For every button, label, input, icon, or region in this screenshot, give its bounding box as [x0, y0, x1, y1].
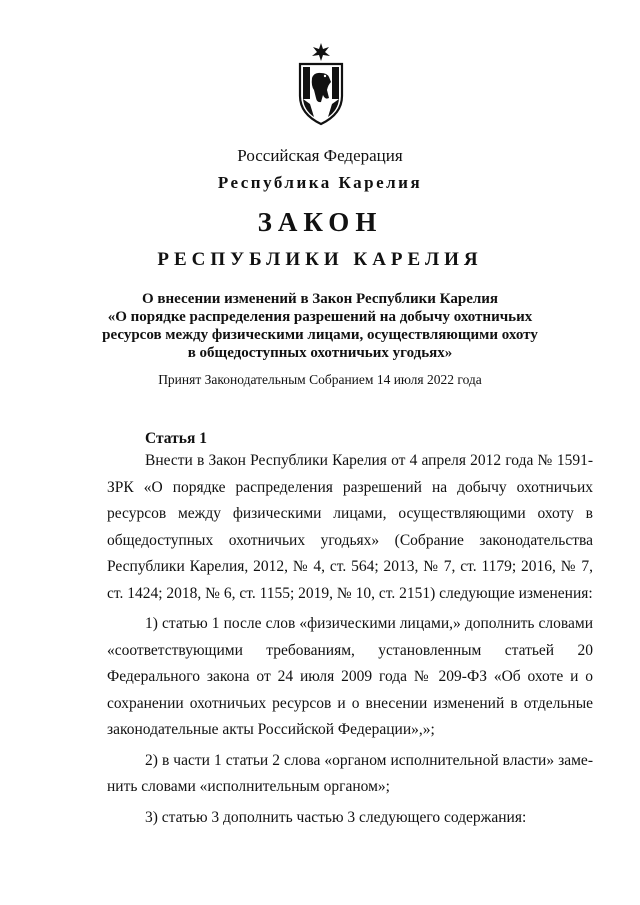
republic-label: Республика Карелия	[217, 173, 423, 192]
federation-label: Российская Федерация	[237, 146, 403, 165]
law-name-line: О внесении изменений в Закон Республики Карелия	[141, 291, 499, 307]
law-name-line: «О порядке распределения разрешений на добычу охотничьих	[107, 309, 533, 325]
law-name	[0, 290, 640, 362]
adoption-note: Принят Законодательным Собранием 14 июля 2022 года	[158, 372, 482, 387]
law-title: ЗАКОН	[257, 207, 383, 237]
article-body	[107, 448, 593, 831]
law-name-line: в общедоступных охотничьих угодьях»	[187, 345, 453, 361]
law-subtitle: РЕСПУБЛИКИ КАРЕЛИЯ	[157, 249, 483, 270]
article-item-2: 2) в части 1 статьи 2 слова «органом исполнительной власти» заменить словами «исполнительным органом»;	[107, 751, 593, 795]
emblem-star	[312, 43, 330, 61]
karelia-coat-of-arms-icon	[294, 42, 348, 126]
article-item-3: 3) статью 3 дополнить частью 3 следующего содержания:	[145, 808, 527, 826]
emblem-bear	[312, 73, 331, 102]
law-name-line: ресурсов между физическими лицами, осуществляющими охоту	[102, 327, 538, 343]
article-intro-paragraph: Внести в Закон Республики Карелия от 4 апреля 2012 года № 1591-ЗРК «О порядке распределения разрешений на добычу охотничьих ресурсов между физическими лицами, осуществляющими охоту в общедоступных охотничьих угодьях» (Собрание законодательства Республики Карелия, 2012, № 4, ст. 564; 2013, № 7, ст. 1179; 2016, № 7, ст. 1424; 2018, № 6, ст. 1155; 2019, № 10, ст. 2151) следующие изменения:	[107, 452, 593, 602]
article-heading: Статья 1	[145, 430, 207, 447]
article-item-1: 1) статью 1 после слов «физическими лицами,» дополнить словами «соответствующими требованиям, установленным статьей 20 Федерального закона от 24 июля 2009 года № 209-ФЗ «Об охоте и о сохранении охотничьих ресурсов и о внесении изменений в отдельные законодательные акты Российской Федерации»,»;	[107, 615, 593, 738]
